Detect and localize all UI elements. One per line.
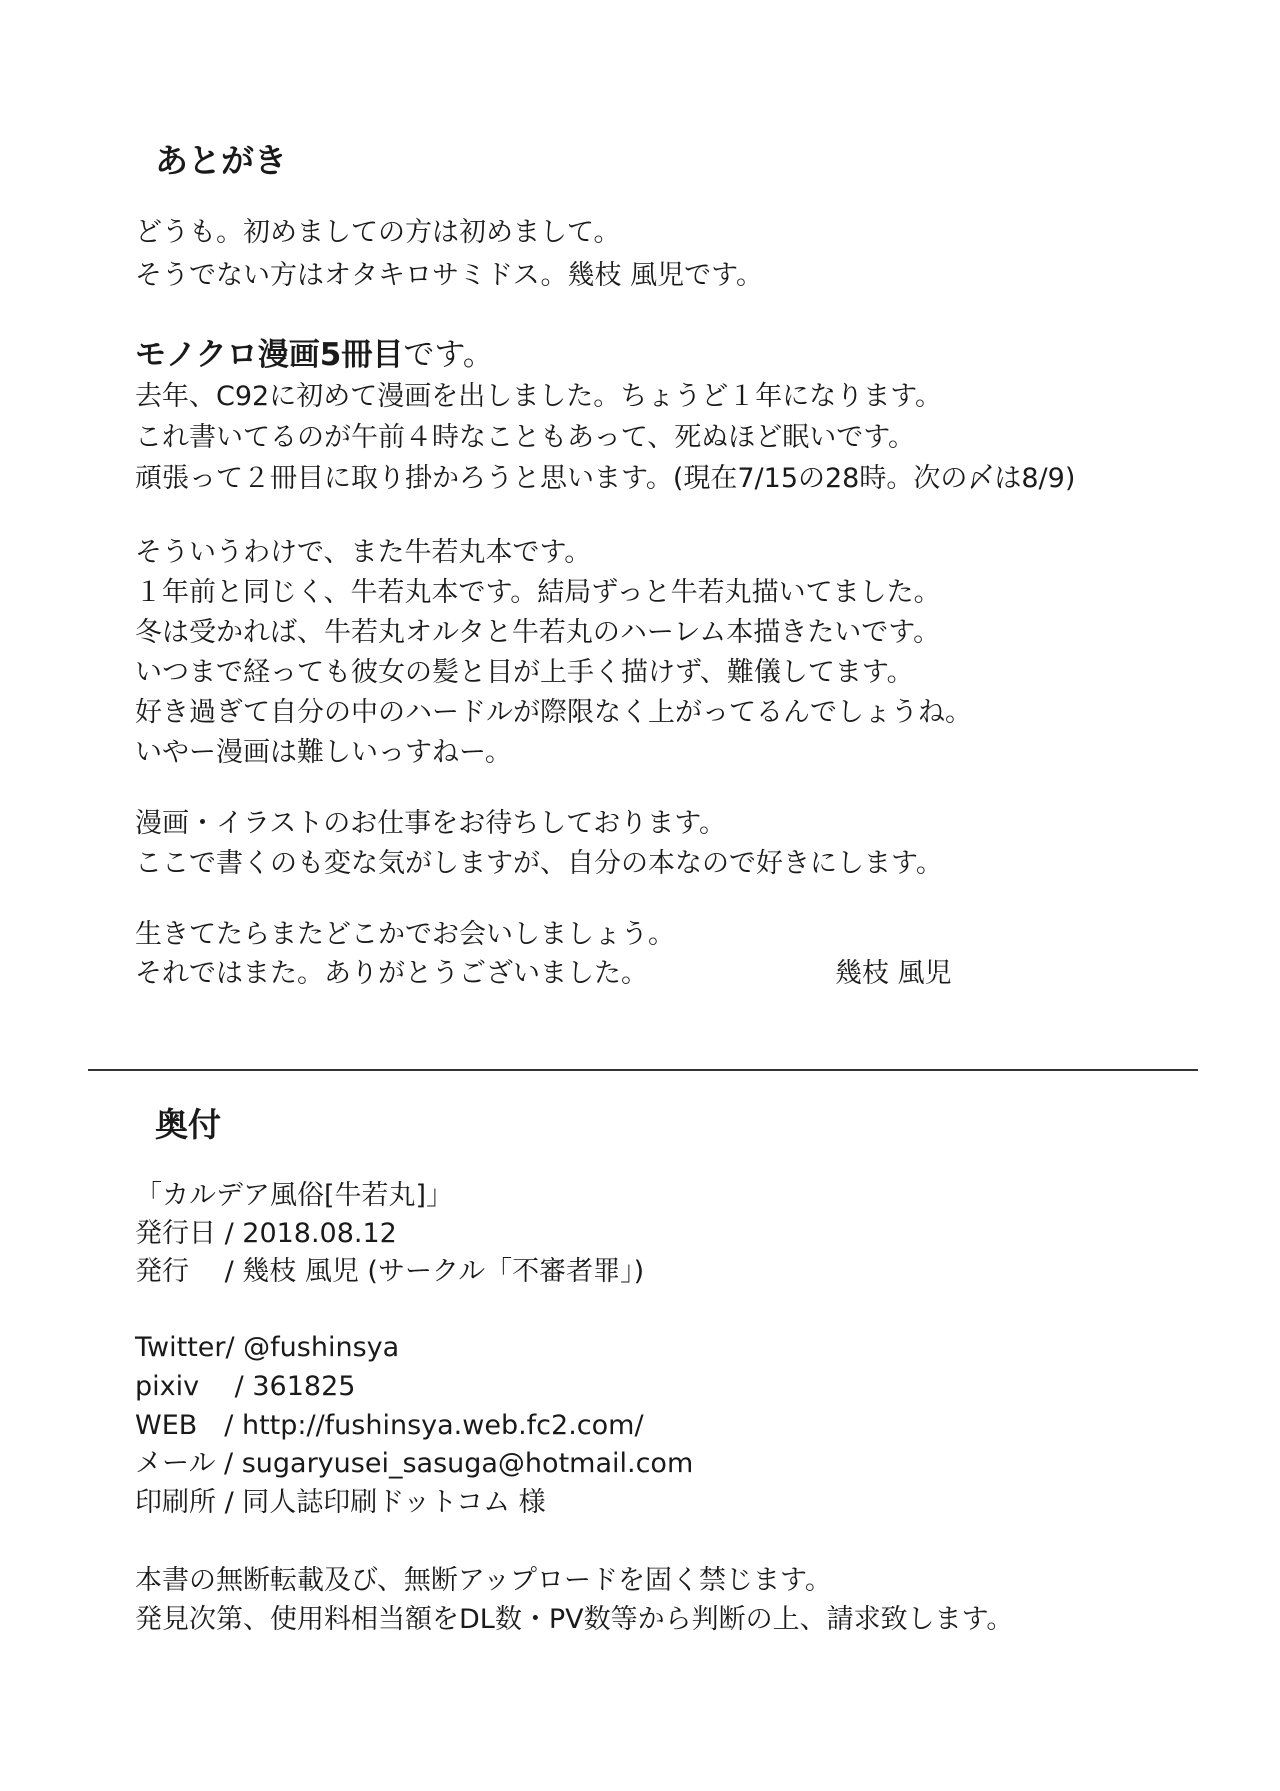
colophon-date-line: 発行日 / 2018.08.12	[135, 1218, 397, 1249]
para1-line-2: これ書いてるのが午前４時なこともあって、死ぬほど眠いです。	[135, 422, 916, 453]
notice-line-2: 発見次第、使用料相当額をDL数・PV数等から判断の上、請求致します。	[135, 1604, 1014, 1635]
greeting-line-1: どうも。初めましての方は初めまして。	[135, 217, 621, 248]
highlight-line	[135, 335, 494, 375]
para1-line-1: 去年、C92に初めて漫画を出しました。ちょうど１年になります。	[135, 381, 943, 412]
para2-line-4: いつまで経っても彼女の髪と目が上手く描けず、難儀してます。	[135, 657, 914, 688]
colophon-heading: 奥付	[155, 1105, 221, 1144]
para1-line-3: 頑張って２冊目に取り掛かろうと思います。(現在7/15の28時。次の〆は8/9)	[135, 463, 1076, 494]
greeting-line-2: そうでない方はオタキロサミドス。幾枝 風児です。	[135, 260, 763, 291]
section-divider	[88, 1069, 1198, 1071]
para2-line-2: １年前と同じく、牛若丸本です。結局ずっと牛若丸描いてました。	[135, 577, 941, 608]
highlight-rest-text: です。	[403, 337, 494, 373]
notice-line-1: 本書の無断転載及び、無断アップロードを固く禁じます。	[135, 1565, 832, 1596]
para3-line-1: 漫画・イラストのお仕事をお待ちしております。	[135, 808, 727, 839]
signature: 幾枝 風児	[835, 958, 952, 989]
contact-mail: メール / sugaryusei_sasuga@hotmail.com	[135, 1448, 694, 1479]
closing-line-1: 生きてたらまたどこかでお会いしましょう。	[135, 919, 675, 950]
para2-line-5: 好き過ぎて自分の中のハードルが際限なく上がってるんでしょうね。	[135, 697, 972, 728]
highlight-bold-text: モノクロ漫画5冊目	[135, 337, 404, 373]
colophon-publisher-line: 発行 / 幾枝 風児 (サークル「不審者罪」)	[135, 1256, 645, 1287]
para2-line-3: 冬は受かれば、牛若丸オルタと牛若丸のハーレム本描きたいです。	[135, 617, 941, 648]
para2-line-1: そういうわけで、また牛若丸本です。	[135, 537, 592, 568]
contact-printer: 印刷所 / 同人誌印刷ドットコム 様	[135, 1487, 546, 1518]
colophon-title-line: 「カルデア風俗[牛若丸]」	[135, 1180, 454, 1211]
para2-line-6: いやー漫画は難しいっすねー。	[135, 737, 512, 768]
para3-line-2: ここで書くのも変な気がしますが、自分の本なので好きにします。	[135, 848, 943, 879]
afterword-heading: あとがき	[155, 141, 287, 180]
contact-web: WEB / http://fushinsya.web.fc2.com/	[135, 1410, 644, 1441]
contact-twitter: Twitter/ @fushinsya	[135, 1332, 400, 1363]
closing-line-2: それではまた。ありがとうございました。	[135, 958, 648, 989]
contact-pixiv: pixiv / 361825	[135, 1371, 356, 1402]
